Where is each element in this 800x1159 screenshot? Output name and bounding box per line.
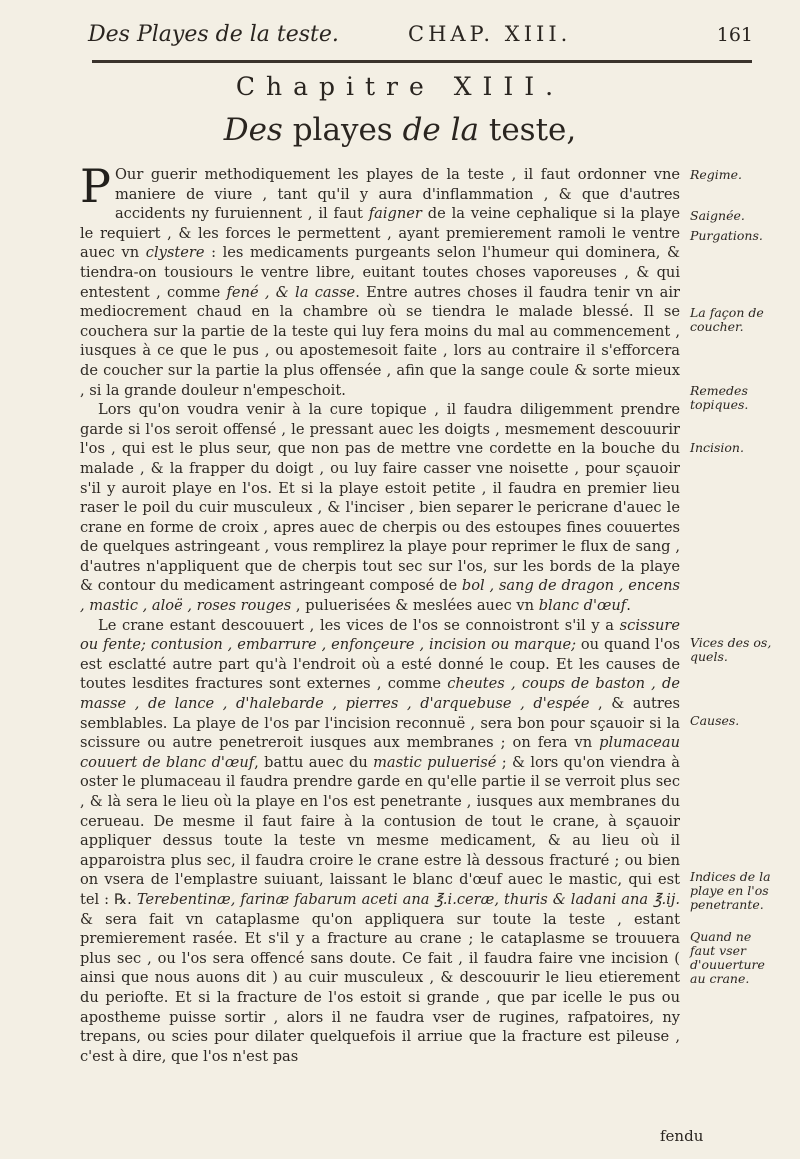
- paragraph-regime: [80, 159, 680, 400]
- paragraph-cure: [80, 400, 680, 616]
- margin-note-indices: Indices de la playe en l'os penetrante.: [690, 869, 771, 912]
- text-run-italic: mastic puluerisé: [373, 753, 497, 771]
- text-run-italic: Terebentinæ, farinæ fabarum aceti ana ℥.i.ceræ, thuris & ladani ana ℥.ij.: [136, 890, 680, 908]
- margin-note-ouverture: Quand ne faut vser d'ouuerture au crane.: [690, 929, 765, 986]
- chapter-title-part: playes: [282, 112, 403, 148]
- text-run-italic: fené , & la casse: [226, 283, 356, 301]
- text-run: Our guerir methodiquement les playes de la teste , il faut ordonner vne maniere de viure , tant qu'il y aura d'inflammation , & que d'autres accidents ny furuiennent , il faut: [114, 166, 680, 223]
- margin-note-vices: Vices des os, quels.: [690, 635, 772, 664]
- margin-note-coucher: La façon de coucher.: [690, 305, 764, 334]
- margin-note-purgations: Purgations.: [690, 228, 763, 243]
- text-run-italic: plumaceau couuert de blanc d'œuf: [80, 734, 680, 771]
- text-run: & sera fait vn cataplasme qu'on appliquera sur toute la teste , estant premierement rasée. Et s'il y a fracture au crane ; le cataplasme se trouuera plus sec , ou l'os sera offencé sans doute. Ce fait , il faudra faire vne incision ( ainsi que nous auons dit ) au cuir musculeux , & descouurir le lieu etierement du periofte. Et si la fracture de l'os estoit si grande , que par icelle le pus ou apostheme puisse sortir , alors il ne faudra vser de rugines, rafpatoires, ny trepans, ou scies pour dilater quelquefois il arriue que la fracture est pileuse , c'est à dire, que l'os n'est pas: [80, 910, 680, 1065]
- drop-cap: P: [80, 159, 111, 213]
- text-run: ; & lors qu'on viendra à oster le plumaceau il faudra prendre garde en qu'elle partie il se verroit plus sec , & là sera le lieu où la playe en l'os est penetrante , iusques aux membranes du cerueau. De mesme il faut faire à la contusion de tout le crane, à sçauoir appliquer dessus toute la teste vn mesme medicament, & au lieu où il apparoistra plus sec, il faudra croire le crane estre là dessous fracturé ; ou bien on vsera de l'emplastre suiuant, laissant le blanc d'œuf auec le mastic, qui est tel : ℞.: [80, 753, 680, 908]
- text-run: , battu auec du: [254, 753, 374, 771]
- text-run-italic: blanc d'œuf: [538, 597, 627, 615]
- text-run-italic: clystere: [145, 244, 205, 262]
- chapter-heading: Chapitre XIII.: [235, 72, 565, 101]
- page-number: 161: [716, 24, 753, 46]
- text-run-italic: faigner: [368, 205, 422, 223]
- text-run: . Entre autres choses il faudra tenir vn air mediocrement chaud en la chambre où se tiendra le malade blessé. Il se couchera sur la partie de la teste qui luy fera moins du mal au commencement , iusques à ce que le pus , ou apostemesoit faite , lors au contraire il s'efforcera de coucher sur la partie la plus offensée , afin que la sange coule & sorte mieux , si la grande douleur n'empeschoit.: [80, 283, 680, 399]
- catchword: fendu: [660, 1127, 704, 1145]
- running-head-chapter: CHAP. XIII.: [408, 22, 572, 46]
- text-run: .: [626, 597, 631, 615]
- text-run: Lors qu'on voudra venir à la cure topique , il faudra diligemment prendre garde si l'os seroit offensé , le pressant auec les doigts , mesmement descouurir l'os , qui est le plus seur, que non pas de mettre vne cordette en la bouche du malade , & la frapper du doigt , ou luy faire casser vne noisette , pour sçauoir s'il y auroit playe en l'os. Et si la playe estoit petite , il faudra en premier lieu raser le poil du cuir musculeux , & l'inciser , bien separer le pericrane d'auec le crane en forme de croix , apres auec de cherpis ou des estoupes fines couuertes de quelques astringeant , vous remplirez la playe pour reprimer le flux de sang , d'autres n'appliquent que de cherpis tout sec sur l'os, sur les bords de la playe & contour du medicament astringeant composé de: [80, 401, 680, 595]
- text-run-italic: cheutes , coups de baston , de masse , de lance , d'halebarde , pierres , d'arquebuse , d'espée: [80, 675, 680, 713]
- margin-note-incision: Incision.: [690, 440, 744, 455]
- margin-note-causes: Causes.: [690, 713, 740, 728]
- chapter-title: [0, 112, 800, 148]
- head-rule-divider: [92, 60, 752, 63]
- margin-note-saignee: Saignée.: [690, 208, 745, 223]
- chapter-title-part: teste,: [479, 112, 577, 148]
- paragraph-crane: [80, 616, 680, 1067]
- text-run: : les medicaments purgeants selon l'humeur qui dominera, & tiendra-on tousiours le ventre libre, euitant toutes choses vaporeuses , & qui entestent , comme: [80, 244, 680, 301]
- chapter-title-part: Des: [223, 112, 283, 148]
- text-run: ou quand l'os est esclatté autre part qu'à l'endroit où a esté donné le coup. Et les causes de toutes lesdites fractures sont externes , comme: [80, 636, 680, 693]
- chapter-title-part: de la: [402, 112, 480, 148]
- text-run-italic: bol , sang de dragon , encens , mastic , aloë , roses rouges: [80, 577, 680, 615]
- text-run: , puluerisées & meslées auec vn: [291, 597, 539, 615]
- margin-note-regime: Regime.: [690, 167, 743, 182]
- text-run-italic: scissure ou fente; contusion , embarrure , enfonçeure , incision ou marque;: [80, 616, 680, 654]
- text-run: Le crane estant descouuert , les vices de l'os se connoistront s'il y a: [98, 616, 620, 634]
- text-run: , & autres semblables. La playe de l'os par l'incision reconnuë , sera bon pour sçauoir si la scissure ou autre penetreroit iusques aux membranes ; on fera vn: [80, 695, 680, 752]
- running-head: [88, 18, 753, 58]
- running-head-title: Des Playes de la teste.: [88, 22, 339, 47]
- text-run: de la veine cephalique si la playe le requiert , & les forces le permettent , ayant premierement ramoli le ventre auec vn: [80, 205, 680, 262]
- body-text: [80, 159, 680, 1066]
- margin-note-remedes: Remedes topiques.: [690, 383, 749, 412]
